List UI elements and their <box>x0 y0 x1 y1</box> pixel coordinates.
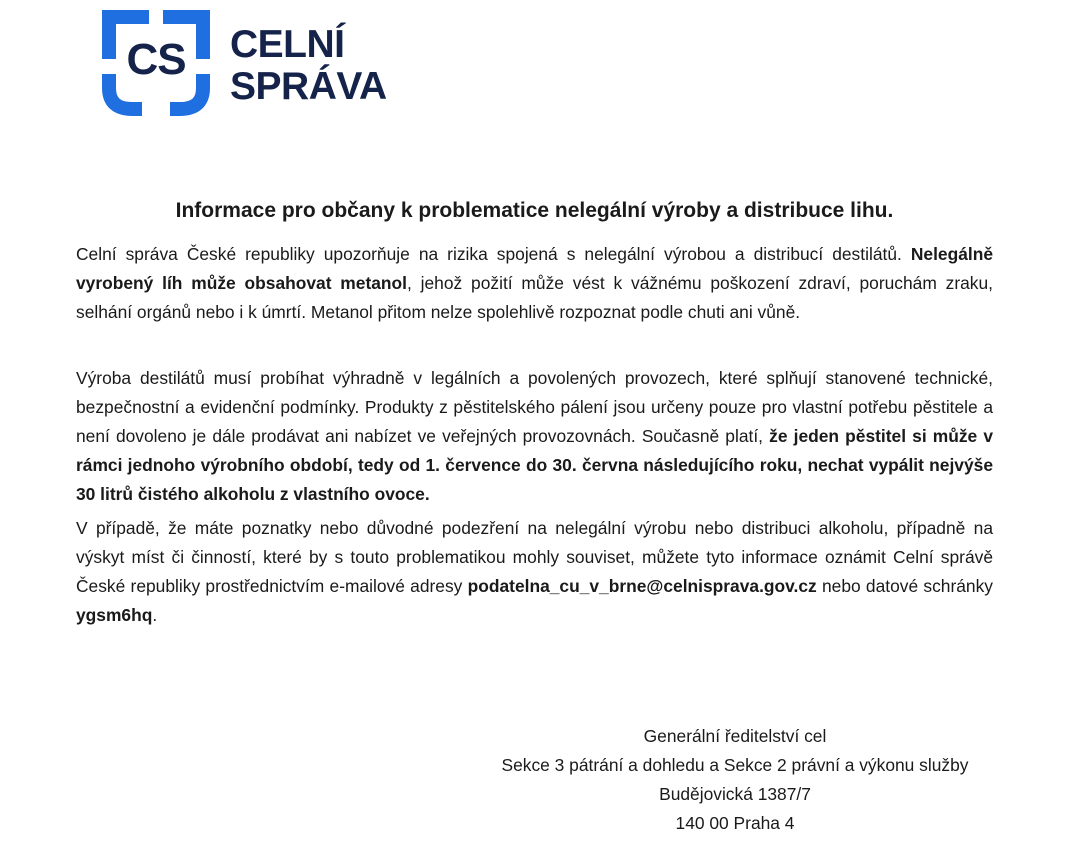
p1-bold-1: Nelegálně vyrobený líh může obsahovat metanol <box>76 244 993 293</box>
data-box-id: ygsm6hq <box>76 605 153 625</box>
signature-line-4: 140 00 Praha 4 <box>675 813 795 833</box>
paragraph-legal-production <box>76 364 993 509</box>
logo-mark-text: CS <box>126 35 186 84</box>
p1-text-1: Celní správa České republiky upozorňuje na rizika spojená s nelegální výrobou a distribucí destilátů. <box>76 244 911 264</box>
paragraph-reporting <box>76 514 993 630</box>
p3-text-3: . <box>152 605 158 625</box>
p3-text-2: nebo datové schránky <box>816 576 993 596</box>
p1-text-2: , jehož požití může vést k vážnému poškození zdraví, poruchám zraku, selhání orgánů nebo i k úmrtí. Metanol přitom nelze spolehlivě rozpoznat podle chuti ani vůně. <box>76 273 994 322</box>
logo-wordmark-line2: SPRÁVA <box>230 65 387 108</box>
signature-line-3: Budějovická 1387/7 <box>659 784 811 804</box>
signature-line-2: Sekce 3 pátrání a dohledu a Sekce 2 právní a výkonu služby <box>501 755 969 775</box>
signature-block <box>470 722 1000 838</box>
p3-text-1: V případě, že máte poznatky nebo důvodné podezření na nelegální výrobu nebo distribuci alkoholu, případně na výskyt míst či činností, které by s touto problematikou mohly souviset, můžete tyto informace oznámit Celní správě České republiky prostřednictvím e-mailové adresy <box>76 518 993 596</box>
logo-wordmark <box>230 24 387 108</box>
shield-logo-icon <box>100 8 212 118</box>
signature-line-1: Generální ředitelství cel <box>643 726 827 746</box>
document-title: Informace pro občany k problematice nelegální výroby a distribuce lihu. <box>175 199 894 222</box>
contact-email: podatelna_cu_v_brne@celnisprava.gov.cz <box>467 576 817 596</box>
logo-wordmark-line1: CELNÍ <box>230 23 345 66</box>
p2-bold-1: že jeden pěstitel si může v rámci jednoho výrobního období, tedy od 1. července do 30. června následujícího roku, nechat vypálit nejvýše 30 litrů čistého alkoholu z vlastního ovoce. <box>76 426 993 504</box>
celni-sprava-logo <box>100 8 390 120</box>
paragraph-methanol-warning <box>76 240 993 327</box>
p2-text-1: Výroba destilátů musí probíhat výhradně v legálních a povolených provozech, které splňují stanovené technické, bezpečnostní a evidenční podmínky. Produkty z pěstitelského pálení jsou určeny pouze pro vlastní potřebu pěstitele a není dovoleno je dále prodávat ani nabízet ve veřejných provozovnách. Současně platí, <box>76 368 993 446</box>
